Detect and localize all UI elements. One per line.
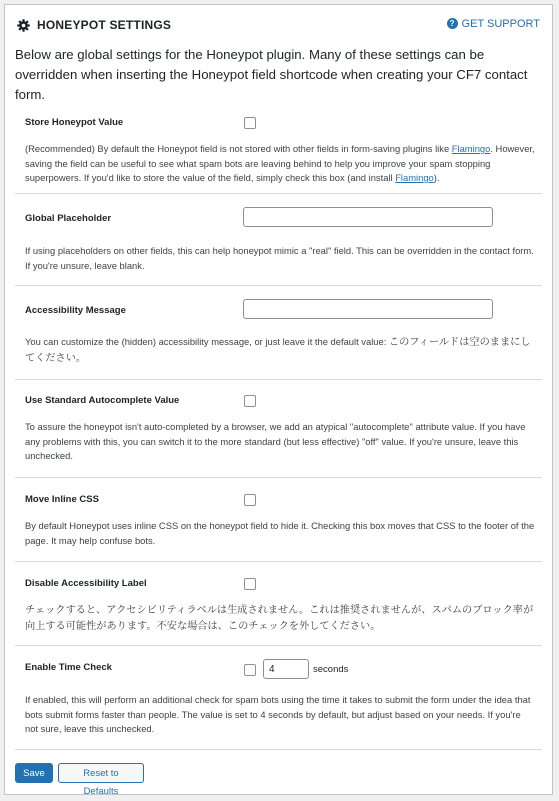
setting-move-inline-css [15,477,542,562]
accessibility-desc-jp: このフィールドは空のままにしてください。 [25,337,531,364]
enable-time-check-description: If enabled, this will perform an additional check for spam bots using the time it takes to submit the form under the idea that bots submit forms faster than people. The value is set to 4 seconds by default, but adjust based on your needs. If you're not sure, leave this unchecked. [25,694,531,734]
seconds-unit-label: seconds [313,664,349,675]
reset-to-defaults-button[interactable]: Reset to Defaults [58,763,144,783]
setting-disable-accessibility-label [15,561,542,646]
time-check-seconds-input[interactable] [263,659,309,679]
store-honeypot-label: Store Honeypot Value [25,117,124,128]
setting-global-placeholder [15,193,542,286]
accessibility-desc-en: You can customize the (hidden) accessibility message, or just leave it the default value: [25,336,389,347]
accessibility-message-label: Accessibility Message [25,305,126,316]
question-circle-icon: ? [447,18,458,29]
disable-accessibility-label-description [25,603,535,634]
gear-icon [17,19,30,32]
store-desc-part3: ). [433,172,440,183]
intro-text: Below are global settings for the Honeypot plugin. Many of these settings can be overridden when inserting the Honeypot field shortcode when creating your CF7 contact form. [15,47,528,102]
global-placeholder-input[interactable] [243,207,493,227]
move-inline-css-description: By default Honeypot uses inline CSS on the honeypot field to hide it. Checking this box moves that CSS to the footer of the page. It may help confuse bots. [25,520,535,546]
store-honeypot-checkbox[interactable] [244,117,256,129]
store-honeypot-description [25,142,535,186]
disable-label-desc-jp: チェックすると、アクセシビリティラベルは生成されません。これは推奨されませんが、スパムのブロック率が向上する可能性があります。不安な場合は、このチェックを外してください。 [25,605,534,632]
enable-time-check-label: Enable Time Check [25,662,112,673]
store-desc-part1: (Recommended) By default the Honeypot field is not stored with other fields in form-saving plugins like [25,143,452,154]
global-placeholder-description: If using placeholders on other fields, this can help honeypot mimic a "real" field. This can be overridden in the contact form. If you're unsure, leave blank. [25,245,534,271]
setting-accessibility-message [15,285,542,380]
accessibility-message-description [25,335,535,366]
accessibility-message-input[interactable] [243,299,493,319]
disable-accessibility-label-label: Disable Accessibility Label [25,578,147,589]
get-support-label: GET SUPPORT [461,18,540,30]
global-placeholder-label: Global Placeholder [25,213,112,224]
settings-header [15,15,542,37]
save-button[interactable]: Save [15,763,53,783]
move-inline-css-label: Move Inline CSS [25,494,99,505]
setting-store-honeypot-value [15,101,542,194]
settings-panel [4,4,553,795]
get-support-link[interactable] [447,18,540,30]
store-desc-part2: . However, saving the field can be useful to see what spam bots are leaving behind to help you improve your spam stopping superpowers. If you'd like to store the value of the field, simply check this box (and install [25,143,535,183]
setting-standard-autocomplete [15,379,542,478]
flamingo-link-2[interactable]: Flamingo [395,172,434,183]
setting-enable-time-check [15,645,542,750]
autocomplete-description: To assure the honeypot isn't auto-completed by a browser, we add an atypical "autocomplete" attribute value. If you have any problems with this, you can switch it to the more standard (but less effective) "off" value. If you're unsure, leave this unchecked. [25,421,526,461]
disable-accessibility-label-checkbox[interactable] [244,578,256,590]
move-inline-css-checkbox[interactable] [244,494,256,506]
page-title: HONEYPOT SETTINGS [37,18,172,32]
autocomplete-label: Use Standard Autocomplete Value [25,395,180,406]
autocomplete-checkbox[interactable] [244,395,256,407]
enable-time-check-checkbox[interactable] [244,664,256,676]
flamingo-link-1[interactable]: Flamingo [451,143,491,154]
